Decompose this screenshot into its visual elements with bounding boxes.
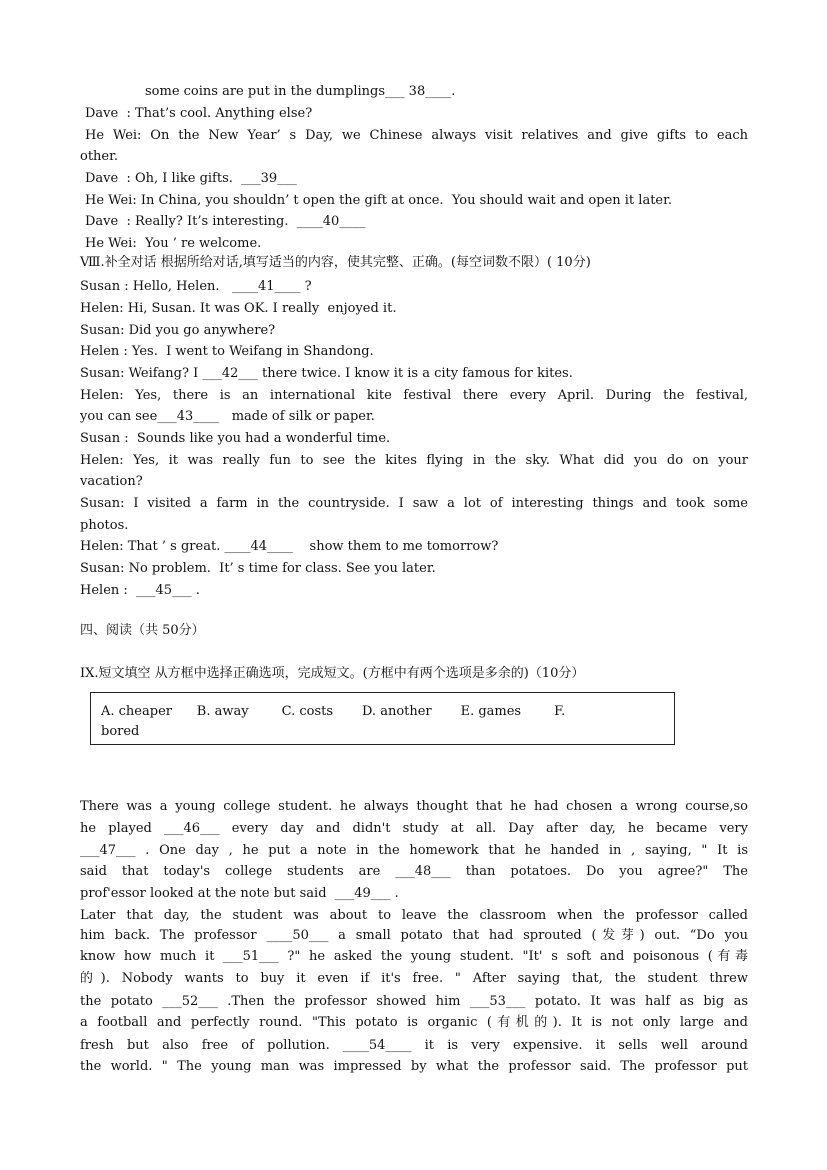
dialog-line: Susan : Sounds like you had a wonderful time. xyxy=(80,431,391,446)
dialog-line: you can see___43____ made of silk or paper. xyxy=(80,409,375,424)
passage-line: 的). Nobody wants to buy it even if it's free. " After saying that, the student threw xyxy=(80,971,748,986)
passage-line: the world. " The young man was impressed by what the professor said. The professor put xyxy=(80,1059,748,1074)
passage-line: prof'essor looked at the note but said ___49___ . xyxy=(80,886,399,901)
passage-line: said that today's college students are ___48___ than potatoes. Do you agree?" The xyxy=(80,864,748,879)
dialog-line: vacation? xyxy=(80,474,143,489)
dialog-line: Dave : That’s cool. Anything else? xyxy=(85,106,313,121)
dialog-line: He Wei: In China, you shouldn’ t open the gift at once. You should wait and open it later. xyxy=(85,193,673,208)
dialog-line: Susan: No problem. It’ s time for class. See you later. xyxy=(80,561,436,576)
dialog-line: Helen: Hi, Susan. It was OK. I really enjoyed it. xyxy=(80,301,397,316)
dialog-line: other. xyxy=(80,149,119,164)
dialog-line: He Wei: You ’ re welcome. xyxy=(85,236,262,251)
dialog-line: Susan : Hello, Helen. ____41____ ? xyxy=(80,279,312,294)
dialog-line: photos. xyxy=(80,518,129,533)
dialog-line: Helen: Yes, there is an international kite festival there every April. During the festival, xyxy=(80,388,748,403)
dialog-line: Helen : Yes. I went to Weifang in Shandong. xyxy=(80,344,374,359)
passage-line: ___47___ . One day , he put a note in the homework that he handed in , saying, " It is xyxy=(80,843,748,858)
passage-line: know how much it ___51___ ?" he asked the young student. "It' s soft and poisonous (有毒 xyxy=(80,949,748,964)
passage-line: him back. The professor ____50___ a small potato that had sprouted (发芽) out. “Do you xyxy=(80,928,748,943)
dialog-line: some coins are put in the dumplings___ 38____. xyxy=(145,84,456,99)
options-box xyxy=(90,692,675,745)
dialog-line: Susan: Did you go anywhere? xyxy=(80,323,276,338)
options-line: A. cheaper B. away C. costs D. another E. games F. xyxy=(101,704,566,719)
passage-line: There was a young college student. he always thought that he had chosen a wrong course,so xyxy=(80,799,748,814)
dialog-line: Dave : Really? It’s interesting. ____40____ xyxy=(85,214,366,229)
options-line: bored xyxy=(101,724,140,739)
passage-line: fresh but also free of pollution. ____54____ it is very expensive. it sells well around xyxy=(80,1038,748,1053)
part-4-heading: 四、阅读（共 50分） xyxy=(80,623,205,638)
passage-line: the potato ___52___ .Then the professor showed him ___53___ potato. It was half as big as xyxy=(80,994,748,1009)
dialog-line: He Wei: On the New Year’ s Day, we Chinese always visit relatives and give gifts to each xyxy=(85,128,748,143)
dialog-line: Helen: Yes, it was really fun to see the kites flying in the sky. What did you do on your xyxy=(80,453,748,468)
passage-line: he played ___46___ every day and didn't study at all. Day after day, he became very xyxy=(80,821,748,836)
passage-line: a football and perfectly round. "This potato is organic (有机的). It is not only large and xyxy=(80,1015,748,1030)
section-8-heading: Ⅷ.补全对话 根据所给对话,填写适当的内容，使其完整、正确。(每空词数不限）( 10分) xyxy=(80,255,591,270)
dialog-line: Helen : ___45___ . xyxy=(80,583,200,598)
section-9-heading: IX.短文填空 从方框中选择正确选项，完成短文。(方框中有两个选项是多余的)（10分） xyxy=(80,666,585,681)
dialog-line: Dave : Oh, I like gifts. ___39___ xyxy=(85,171,297,186)
dialog-line: Susan: I visited a farm in the countryside. I saw a lot of interesting things and took some xyxy=(80,496,748,511)
passage-line: Later that day, the student was about to leave the classroom when the professor called xyxy=(80,908,748,923)
dialog-line: Helen: That ’ s great. ____44____ show them to me tomorrow? xyxy=(80,539,499,554)
dialog-line: Susan: Weifang? I ___42___ there twice. I know it is a city famous for kites. xyxy=(80,366,573,381)
